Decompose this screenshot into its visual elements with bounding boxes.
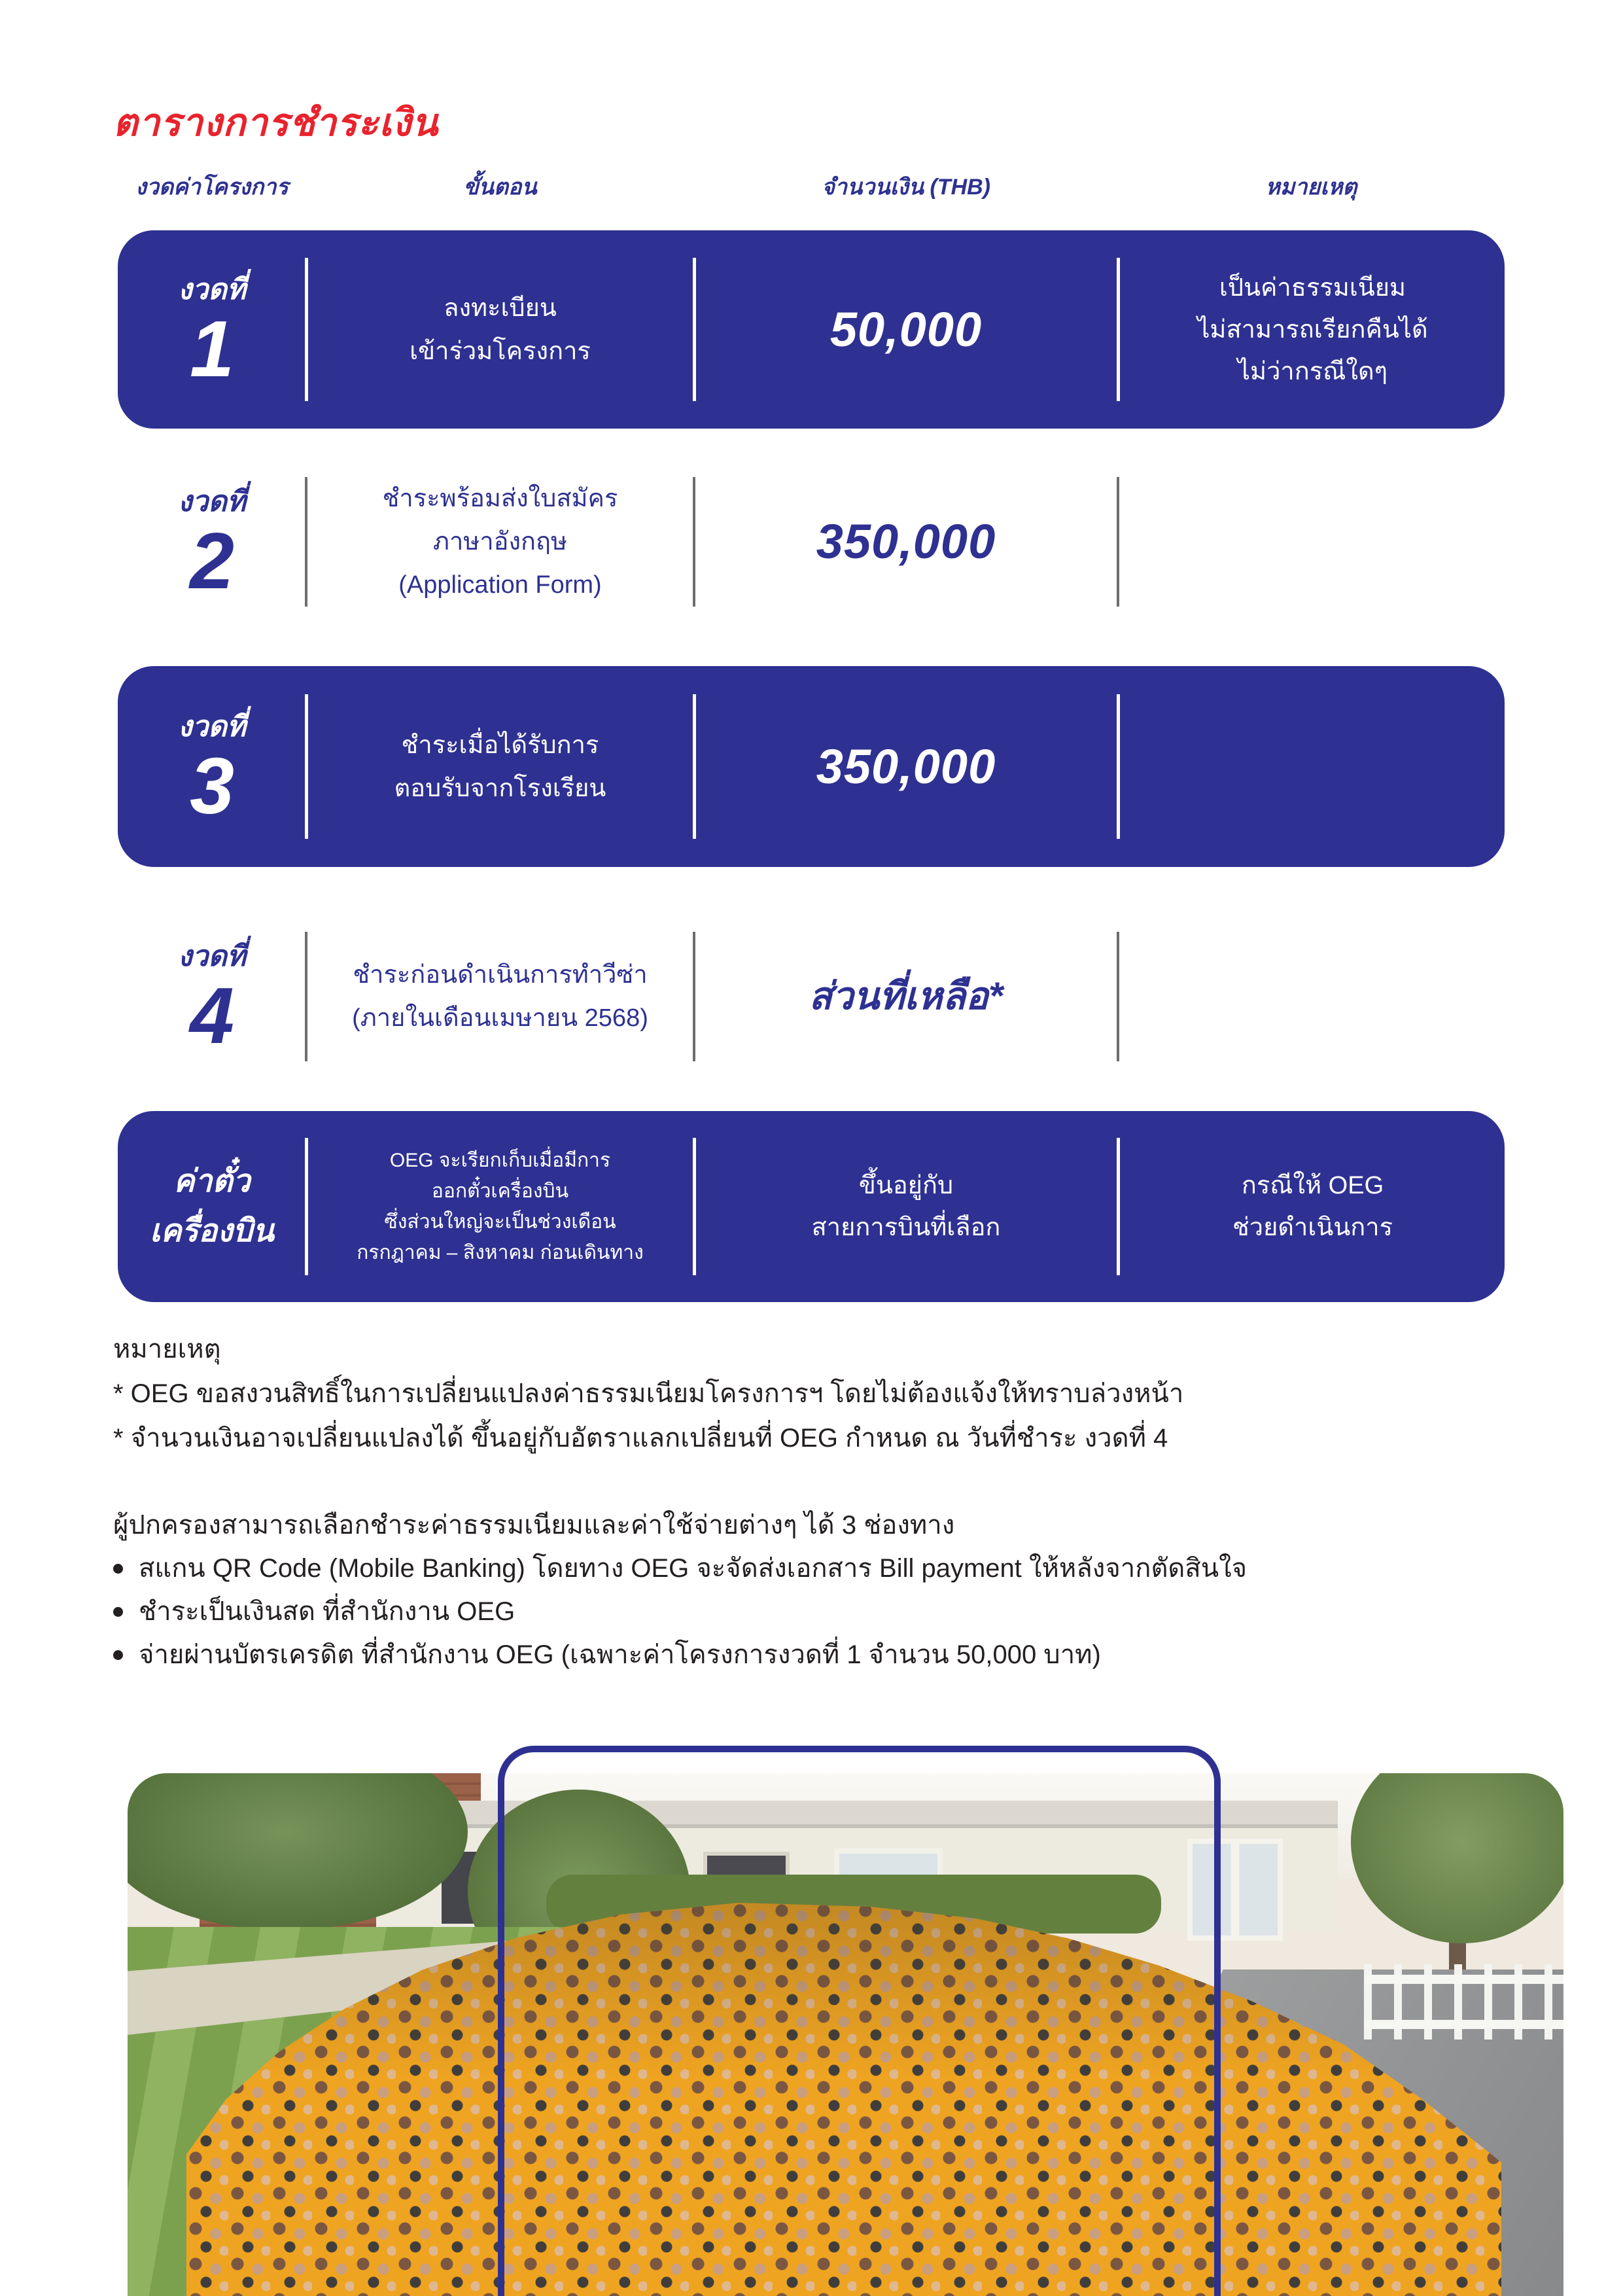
page-title: ตารางการชำระเงิน [113,101,439,144]
channel-text: จ่ายผ่านบัตรเครดิต ที่สำนักงาน OEG (เฉพาะค่าโครงการงวดที่ 1 จำนวน 50,000 บาท) [139,1640,1101,1669]
table-header-row [118,169,1505,202]
step-line: OEG จะเรียกเก็บเมื่อมีการ [389,1150,611,1171]
amount-cell [697,230,1115,429]
amount-value: ส่วนที่เหลือ* [809,974,1003,1017]
column-divider [305,1138,308,1275]
payment-row-3 [118,666,1505,867]
channel-text: ชำระเป็นเงินสด ที่สำนักงาน OEG [139,1597,515,1626]
note-line: ไม่ว่ากรณีใดๆ [1237,357,1388,385]
column-divider [1117,1138,1120,1275]
column-divider [693,1138,696,1275]
column-divider [1117,932,1119,1061]
note-cell [1121,666,1505,867]
step-line: ชำระพร้อมส่งใบสมัคร [382,484,618,512]
step-cell [309,906,691,1086]
photo-frame-outline [498,1746,1221,2296]
column-divider [1117,477,1119,607]
note-cell [1121,906,1505,1086]
installment-value: 1 [190,304,234,393]
installment-value: 4 [190,970,234,1060]
installment-label: งวดที่ [178,485,246,518]
note-line: * OEG ขอสงวนสิทธิ์ในการเปลี่ยนแปลงค่าธรรมเนียมโครงการฯ โดยไม่ต้องแจ้งให้ทราบล่วงหน้า [113,1379,1184,1408]
note-cell [1121,1111,1505,1302]
amount-value: ขึ้นอยู่กับ [858,1172,954,1199]
header-note: หมายเหตุ [1265,175,1357,200]
column-divider [1117,258,1120,400]
installment-value: 3 [190,741,234,830]
column-divider [305,258,308,400]
amount-cell [697,666,1115,867]
column-divider [305,694,308,839]
channels-intro: ผู้ปกครองสามารถเลือกชำระค่าธรรมเนียมและค่าใช้จ่ายต่างๆ ได้ 3 ช่องทาง [113,1511,955,1540]
step-cell [309,1111,691,1302]
column-divider [305,477,307,607]
step-line: (Application Form) [398,571,602,599]
notes-heading: หมายเหตุ [113,1335,221,1364]
amount-value: 50,000 [829,302,983,357]
step-line: ชำระก่อนดำเนินการทำวีซ่า [353,961,648,989]
installment-cell [118,906,306,1086]
amount-cell [697,1111,1115,1302]
bullet-icon [113,1564,123,1574]
header-step: ขั้นตอน [463,175,537,200]
notes-block [113,1327,1183,1460]
note-line: ช่วยดำเนินการ [1232,1214,1393,1241]
photo-white-fence [1364,1964,1563,2040]
installment-cell [118,230,306,429]
channel-item [113,1547,1247,1590]
step-cell [309,230,691,429]
amount-value: สายการบินที่เลือก [811,1214,1001,1241]
bullet-icon [113,1607,123,1617]
column-divider [693,694,696,839]
column-divider [693,258,696,400]
note-line: * จำนวนเงินอาจเปลี่ยนแปลงได้ ขึ้นอยู่กับอัตราแลกเปลี่ยนที่ OEG กำหนด ณ วันที่ชำระ งวดที่ 4 [113,1424,1168,1453]
installment-label: ค่าตั๋ว [173,1164,251,1199]
installment-value: เครื่องบิน [150,1214,274,1248]
step-line: เข้าร่วมโครงการ [410,337,591,365]
step-line: ตอบรับจากโรงเรียน [394,774,606,802]
payment-row-4 [118,906,1505,1086]
step-line: ลงทะเบียน [444,294,557,322]
note-cell [1121,451,1505,631]
installment-cell [118,451,306,631]
note-line: ไม่สามารถเรียกคืนได้ [1197,315,1428,344]
bullet-icon [113,1650,123,1660]
payment-row-2 [118,451,1505,631]
payment-row-1 [118,230,1505,429]
installment-label: งวดที่ [178,710,246,743]
column-divider [1117,694,1120,839]
note-line: เป็นค่าธรรมเนียม [1219,274,1406,302]
amount-value: 350,000 [816,739,996,794]
step-cell [309,451,691,631]
step-line: ซึ่งส่วนใหญ่จะเป็นช่วงเดือน [384,1211,616,1233]
step-line: ภาษาอังกฤษ [432,527,568,556]
channel-text: สแกน QR Code (Mobile Banking) โดยทาง OEG จะจัดส่งเอกสาร Bill payment ให้หลังจากตัดสินใจ [139,1554,1248,1583]
amount-cell [697,906,1115,1086]
installment-cell [118,1111,306,1302]
amount-cell [697,451,1115,631]
step-line: (ภายในเดือนเมษายน 2568) [352,1004,648,1032]
installment-cell [118,666,306,867]
installment-label: งวดที่ [178,273,246,306]
column-divider [305,932,307,1061]
step-line: ชำระเมื่อได้รับการ [401,731,599,759]
step-cell [309,666,691,867]
header-amount: จำนวนเงิน (THB) [821,175,991,200]
photo-tree [1351,1773,1563,1943]
channel-item [113,1590,1247,1633]
amount-value: 350,000 [816,514,996,569]
channel-item [113,1633,1247,1676]
column-divider [693,932,695,1061]
note-line: กรณีให้ OEG [1241,1172,1384,1199]
header-installment: งวดค่าโครงการ [135,175,288,200]
installment-value: 2 [190,516,234,605]
column-divider [693,477,695,607]
step-line: กรกฎาคม – สิงหาคม ก่อนเดินทาง [357,1242,644,1263]
payment-channels-block [113,1504,1247,1676]
installment-label: งวดที่ [178,940,246,972]
note-cell [1121,230,1505,429]
step-line: ออกตั๋วเครื่องบิน [431,1180,569,1202]
payment-row-5 [118,1111,1505,1302]
